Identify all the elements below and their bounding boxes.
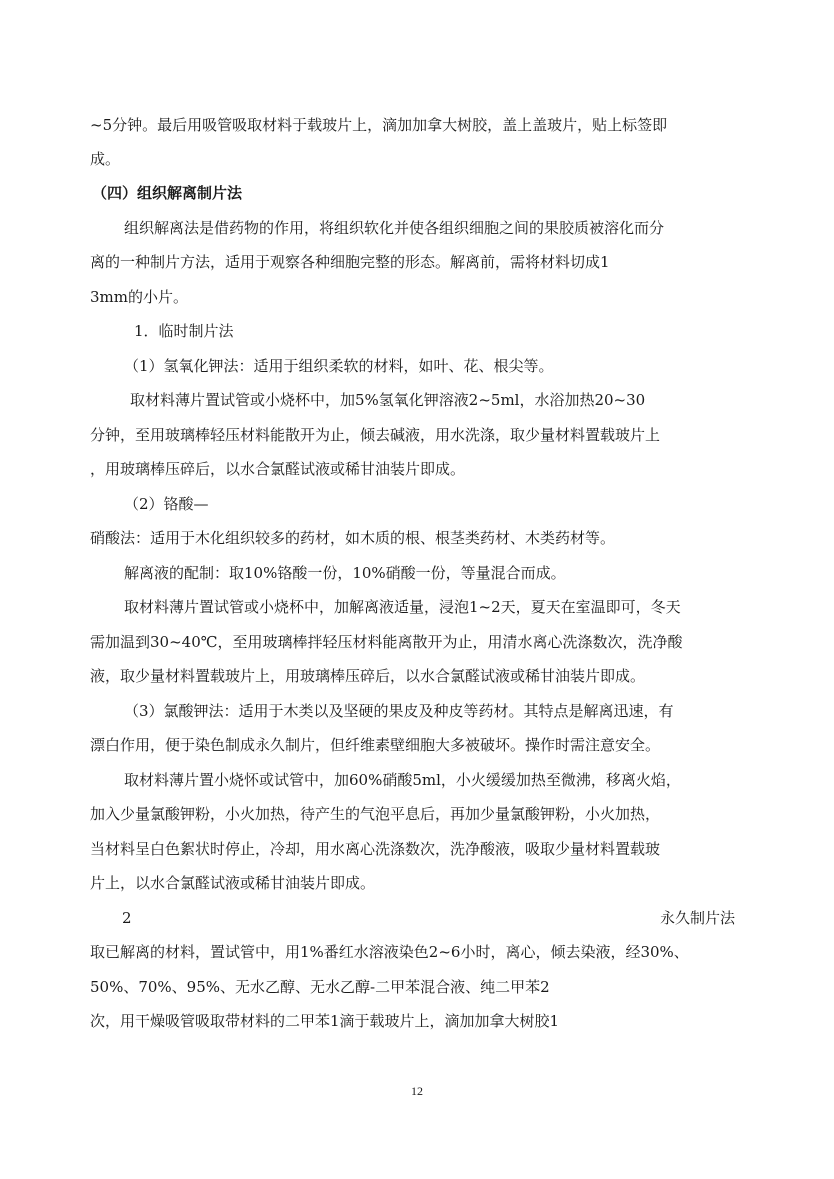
text-line: 取材料薄片置试管或小烧杯中，加5%氢氧化钾溶液2~5ml，水浴加热20~30 bbox=[130, 391, 646, 409]
section-title: 永久制片法 bbox=[660, 909, 736, 927]
text-line: 需加温到30~40℃，至用玻璃棒拌轻压材料能离散开为止，用清水离心洗涤数次，洗净酸 bbox=[90, 633, 683, 651]
text-line: ~5分钟。最后用吸管吸取材料于载玻片上，滴加加拿大树胶，盖上盖玻片，贴上标签即 bbox=[90, 116, 668, 134]
text-line: ，用玻璃棒压碎后，以水合氯醛试液或稀甘油装片即成。 bbox=[90, 460, 466, 478]
text-line: 漂白作用，便于染色制成永久制片，但纤维素壁细胞大多被破坏。操作时需注意安全。 bbox=[90, 736, 661, 754]
text-line: 次，用干燥吸管吸取带材料的二甲苯1滴于载玻片上，滴加加拿大树胶1 bbox=[90, 1012, 560, 1030]
text-line: 取材料薄片置试管或小烧杯中，加解离液适量，浸泡1~2天，夏天在室温即可，冬天 bbox=[124, 598, 681, 616]
text-line: 分钟，至用玻璃棒轻压材料能散开为止，倾去碱液，用水洗涤，取少量材料置载玻片上 bbox=[90, 426, 661, 444]
text-line: （3）氯酸钾法：适用于木类以及坚硬的果皮及种皮等药材。其特点是解离迅速，有 bbox=[124, 702, 674, 720]
section-heading: （四）组织解离制片法 bbox=[92, 184, 243, 202]
text-line: （2）铬酸— bbox=[124, 495, 209, 513]
text-line: 取已解离的材料，置试管中，用1%番红水溶液染色2~6小时，离心，倾去染液，经30%、 bbox=[90, 943, 689, 961]
subsection-heading: 1．临时制片法 bbox=[134, 322, 234, 340]
text-line: 50%、70%、95%、无水乙醇、无水乙醇-二甲苯混合液、纯二甲苯2 bbox=[90, 978, 550, 996]
text-line: 离的一种制片方法，适用于观察各种细胞完整的形态。解离前，需将材料切成1 bbox=[90, 253, 610, 271]
text-line: 取材料薄片置小烧怀或试管中，加60%硝酸5ml，小火缓缓加热至微沸，移离火焰， bbox=[124, 771, 681, 789]
text-line: 成。 bbox=[90, 150, 121, 168]
text-line: 当材料呈白色絮状时停止，冷却，用水离心洗涤数次，洗净酸液，吸取少量材料置载玻 bbox=[90, 840, 661, 858]
text-line: 片上，以水合氯醛试液或稀甘油装片即成。 bbox=[90, 874, 376, 892]
text-line: 组织解离法是借药物的作用，将组织软化并使各组织细胞之间的果胶质被溶化而分 bbox=[124, 219, 665, 237]
text-line: 解离液的配制：取10%铬酸一份，10%硝酸一份，等量混合而成。 bbox=[124, 564, 566, 582]
section-number: 2 bbox=[122, 909, 132, 927]
text-line: （1）氢氧化钾法：适用于组织柔软的材料，如叶、花、根尖等。 bbox=[124, 357, 554, 375]
text-line: 液，取少量材料置载玻片上，用玻璃棒压碎后，以水合氯醛试液或稀甘油装片即成。 bbox=[90, 667, 646, 685]
text-line: 硝酸法：适用于木化组织较多的药材，如木质的根、根茎类药材、木类药材等。 bbox=[90, 529, 616, 547]
text-line: 加入少量氯酸钾粉，小火加热，待产生的气泡平息后，再加少量氯酸钾粉，小火加热， bbox=[90, 805, 661, 823]
page-number: 12 bbox=[411, 1084, 423, 1098]
text-line: 3mm的小片。 bbox=[90, 288, 188, 306]
